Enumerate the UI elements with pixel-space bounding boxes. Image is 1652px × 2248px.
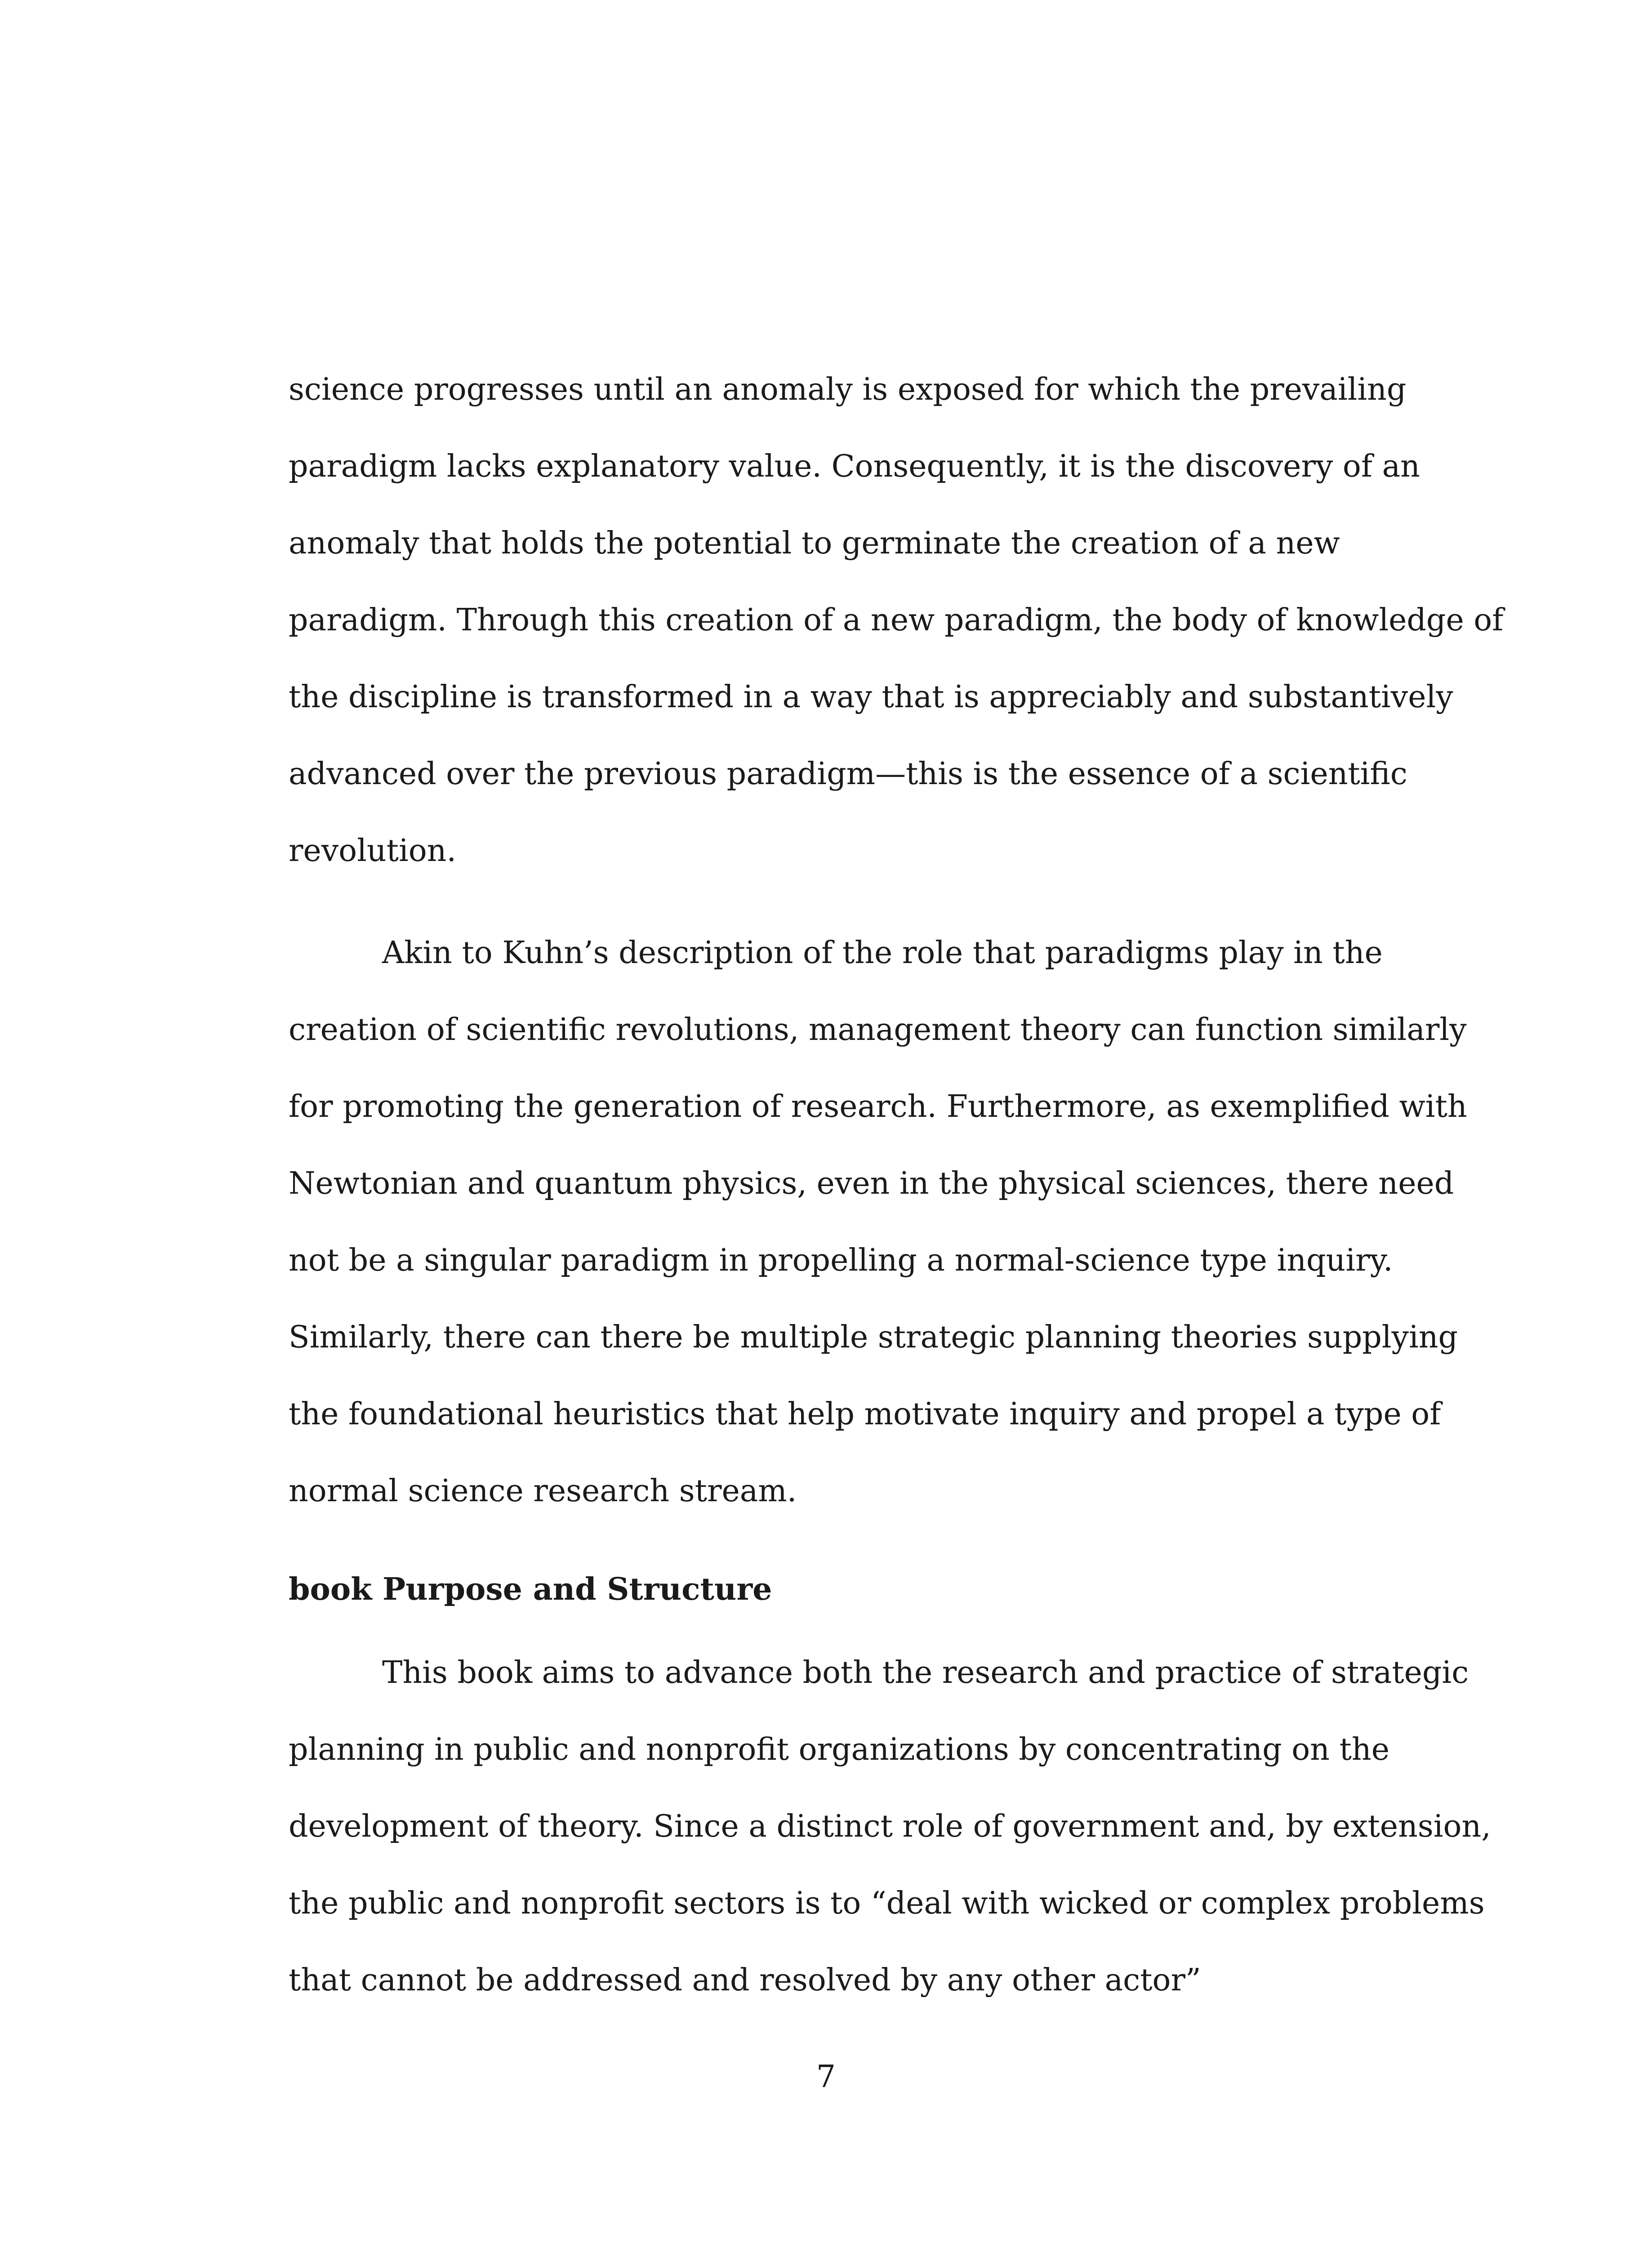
paragraph-line: for promoting the generation of research. Furthermore, as exemplified with [289, 1089, 1467, 1124]
paragraph-line: the public and nonprofit sectors is to “deal with wicked or complex problems [289, 1886, 1485, 1921]
paragraph-line: advanced over the previous paradigm—this is the essence of a scientific [289, 756, 1407, 792]
paragraph-line: Similarly, there can there be multiple strategic planning theories supplying [289, 1320, 1458, 1355]
paragraph-1 [289, 351, 1504, 889]
paragraph-line: science progresses until an anomaly is exposed for which the prevailing [289, 372, 1407, 407]
paragraph-line: development of theory. Since a distinct role of government and, by extension, [289, 1809, 1491, 1844]
paragraph-line: Akin to Kuhn’s description of the role that paradigms play in the [382, 935, 1383, 971]
paragraph-line: creation of scientific revolutions, management theory can function similarly [289, 1012, 1467, 1048]
paragraph-2 [289, 914, 1467, 1530]
paragraph-line: revolution. [289, 833, 457, 869]
paragraph-line: paradigm lacks explanatory value. Consequently, it is the discovery of an [289, 449, 1420, 484]
paragraph-line: that cannot be addressed and resolved by any other actor” [289, 1963, 1201, 1998]
paragraph-line: Newtonian and quantum physics, even in the physical sciences, there need [289, 1166, 1454, 1201]
paragraph-line: the discipline is transformed in a way that is appreciably and substantively [289, 679, 1453, 715]
paragraph-line: not be a singular paradigm in propelling a normal-science type inquiry. [289, 1243, 1393, 1278]
paragraph-line: paradigm. Through this creation of a new paradigm, the body of knowledge of [289, 602, 1504, 638]
paragraph-line: normal science research stream. [289, 1473, 797, 1509]
paragraph-3 [289, 1634, 1491, 2019]
section-heading: book Purpose and Structure [289, 1571, 772, 1607]
paragraph-line: planning in public and nonprofit organizations by concentrating on the [289, 1732, 1389, 1767]
paragraph-line: anomaly that holds the potential to germinate the creation of a new [289, 526, 1340, 561]
page-number: 7 [816, 2059, 836, 2095]
paragraph-line: This book aims to advance both the research and practice of strategic [382, 1655, 1469, 1690]
paragraph-line: the foundational heuristics that help motivate inquiry and propel a type of [289, 1396, 1441, 1432]
